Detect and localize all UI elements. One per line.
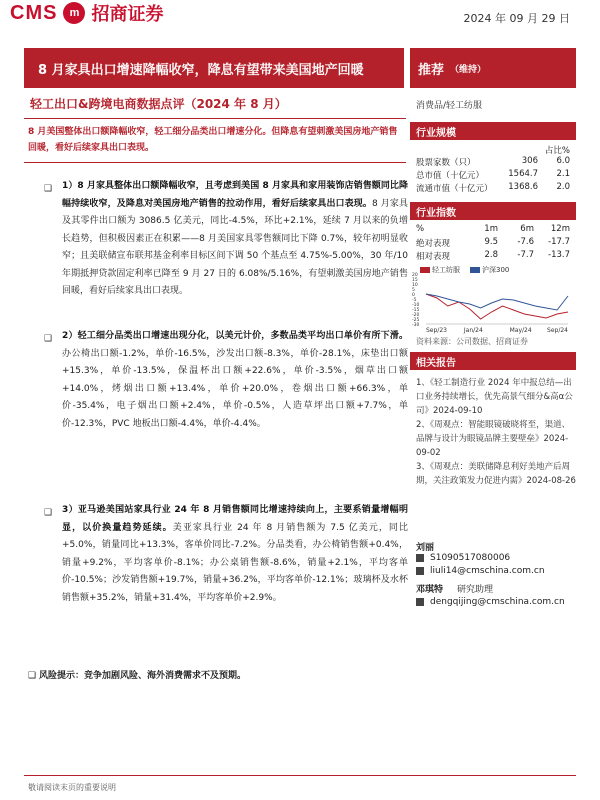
y-tick-label: 10: [412, 283, 418, 288]
index-value: -13.7: [548, 250, 570, 260]
scale-row: [416, 156, 570, 168]
summary: 8 月美国整体出口额降幅收窄，轻工细分品类出口增速分化。但降息有望刺激美国房地产销售回暖，看好后续家具出口表现。: [28, 127, 398, 153]
industry-index-chart: [412, 272, 572, 334]
y-tick-label: -20: [412, 313, 420, 318]
scale-label: 总市值（十亿元）: [416, 171, 485, 181]
paragraph-3: [62, 502, 408, 607]
x-tick-label: Sep/23: [426, 327, 447, 334]
scale-pct: 2.1: [556, 169, 570, 179]
section-header-reports: 相关报告: [410, 352, 576, 370]
index-value: -17.7: [548, 237, 570, 247]
index-header: 1m: [484, 224, 498, 234]
bullet-icon: ❑: [44, 334, 53, 344]
analyst-id: S1090517080006: [416, 553, 510, 563]
bullet-icon: ❑: [44, 184, 53, 194]
index-value: 9.5: [484, 237, 498, 247]
series-line-1: [426, 294, 568, 319]
logo-text-cn: 招商证券: [91, 4, 164, 25]
scale-row: [416, 169, 570, 181]
report-date: 2024 年 09 月 29 日: [463, 12, 570, 25]
divider: [24, 118, 406, 119]
index-row: [416, 250, 570, 262]
paragraph-body: 美亚家具行业 24 年 8 月销售额为 7.5 亿美元，同比+5.0%，销量同比+13.3%，客单价同比-7.2%。分品类看，办公椅销售额+0.4%，销量+9.2%，平均客单价-8.1%；办公桌销售额-8.6%，销量+2.1%，平均客单价-10.5%；沙发销售额+19.7%，销量+36.2%，平均客单价-12.1%；玻璃杯及水杯销售额+35.2%，销量+31.4%，平均客单价+2.9%。: [62, 522, 408, 603]
legend-item: 沪深300: [470, 265, 509, 275]
report-subtitle: 轻工出口&跨境电商数据点评（2024 年 8 月）: [30, 97, 287, 111]
recommendation-header: [410, 48, 576, 88]
divider: [24, 162, 406, 163]
sector-label: 消费品/轻工纺服: [416, 101, 483, 111]
analyst-name: 邓琪特 研究助理: [416, 585, 494, 595]
y-tick-label: -25: [412, 318, 420, 323]
scale-value: 1368.6: [508, 182, 538, 192]
risk-text: 竞争加剧风险、海外消费需求不及预期。: [83, 671, 246, 681]
x-tick-label: Jan/24: [463, 327, 483, 334]
email-icon: [416, 598, 424, 606]
section-header-index: 行业指数: [410, 202, 576, 220]
paragraph-lead: 2）轻工细分品类出口增速出现分化，以美元计价，多数品类平均出口单价有所下滑。: [62, 331, 408, 341]
scale-pct: 6.0: [556, 156, 570, 166]
index-header: 12m: [550, 224, 570, 234]
related-report[interactable]: 2、《周观点：智能眼镜破晓将至，渠道、品牌与设计为眼镜品牌主要壁垒》2024-09-02: [416, 420, 571, 458]
index-header: 6m: [520, 224, 534, 234]
id-icon: [416, 554, 424, 562]
paragraph-lead: 1）8 月家具整体出口额降幅收窄，且考虑到美国 8 月家具和家用装饰店销售额同比降幅持续收窄，及降息对美国房地产销售的拉动作用，看好后续家具出口表现。: [62, 181, 408, 209]
analyst-name: 刘丽: [416, 543, 435, 553]
analyst-email[interactable]: dengqijing@cmschina.com.cn: [416, 597, 565, 607]
scale-header-row: [416, 144, 570, 156]
related-report[interactable]: 3、《周观点：美联储降息利好美地产后周期，关注政策发力促进内需》2024-08-26: [416, 462, 576, 486]
logo-badge-icon: m: [63, 2, 85, 24]
y-tick-label: 15: [412, 278, 418, 283]
email-icon: [416, 567, 424, 575]
scale-label: 流通市值（十亿元）: [416, 184, 493, 194]
scale-row: [416, 182, 570, 194]
index-label: 相对表现: [416, 252, 451, 262]
index-row: [416, 237, 570, 249]
index-label: 绝对表现: [416, 239, 451, 249]
scale-value: 306: [521, 156, 538, 166]
y-tick-label: 0: [412, 293, 415, 298]
y-tick-label: 5: [412, 288, 415, 293]
footer-note: 敬请阅读末页的重要说明: [28, 783, 116, 792]
series-line-2: [426, 294, 568, 310]
bullet-icon: ❑: [28, 671, 37, 681]
y-tick-label: 20: [412, 273, 418, 278]
x-tick-label: Sep/24: [547, 327, 568, 334]
paragraph-1: [62, 178, 408, 301]
paragraph-body: 8 月家具及其零件出口额为 3086.5 亿美元，同比-4.5%，环比+2.1%，延续 7 月以来的负增长趋势，但积极因素正在积累——8 月美国家具零售额同比下降 0.7%，较年初明显收窄；且美联储宣布联邦基金利率目标区间下调 50 个基点至 4.75%-5.00%，30 年/10 年期抵押贷款固定利率已降至 9 月 27 日的 6.08%/5.16%，有望刺激美国房地产销售回暖，看好后续家具出口表现。: [62, 198, 408, 296]
divider: [24, 775, 576, 776]
y-tick-label: -30: [412, 323, 420, 328]
bullet-icon: ❑: [44, 508, 53, 518]
scale-label: 股票家数（只）: [416, 158, 476, 168]
legend-item: 轻工纺服: [420, 265, 460, 275]
related-report[interactable]: 1、《轻工制造行业 2024 年中报总结—出口业务持续增长，优先高景气细分&高α公司》2024-09-10: [416, 378, 573, 416]
logo-text-en: CMS: [10, 1, 58, 24]
paragraph-lead: 3）亚马逊美国站家具行业 24 年 8 月销售额同比增速持续向上，主要系销量增幅明显，以价换量趋势延续。: [62, 505, 408, 533]
logo: [10, 0, 163, 26]
risk-note: [28, 668, 246, 681]
paragraph-2: [62, 328, 408, 433]
index-value: -7.6: [517, 237, 534, 247]
paragraph-body: 办公椅出口额-1.2%，单价-16.5%，沙发出口额-8.3%，单价-28.1%，床垫出口额+15.3%，单价-13.5%，保温杯出口额+22.6%，单价-3.5%，烟草出口额+14.0%，烤烟出口额+13.4%，单价+20.0%，卷烟出口额+66.3%，单价-35.4%，电子烟出口额+2.4%，单价-0.5%，人造草坪出口额+7.7%，单价-12.3%，PVC 地板出口额-4.4%，单价-4.4%。: [62, 348, 408, 429]
index-header-row: [416, 224, 570, 234]
index-value: 2.8: [484, 250, 498, 260]
risk-label: 风险提示：: [38, 671, 84, 681]
index-value: -7.7: [517, 250, 534, 260]
recommendation-rating: （维持）: [450, 64, 487, 75]
y-tick-label: -15: [412, 308, 420, 313]
recommendation-title: 推荐: [418, 62, 445, 78]
analyst-email[interactable]: liuli14@cmschina.com.cn: [416, 566, 545, 576]
chart-source: 资料来源：公司数据、招商证券: [416, 337, 528, 346]
scale-value: 1564.7: [508, 169, 538, 179]
x-tick-label: May/24: [509, 327, 532, 334]
y-tick-label: -10: [412, 303, 420, 308]
y-tick-label: -5: [412, 298, 417, 303]
section-header-scale: 行业规模: [410, 122, 576, 140]
scale-pct: 2.0: [556, 182, 570, 192]
report-title: 8 月家具出口增速降幅收窄，降息有望带来美国地产回暖: [24, 48, 404, 88]
scale-header: 占比%: [544, 146, 570, 156]
index-header: %: [416, 224, 425, 234]
